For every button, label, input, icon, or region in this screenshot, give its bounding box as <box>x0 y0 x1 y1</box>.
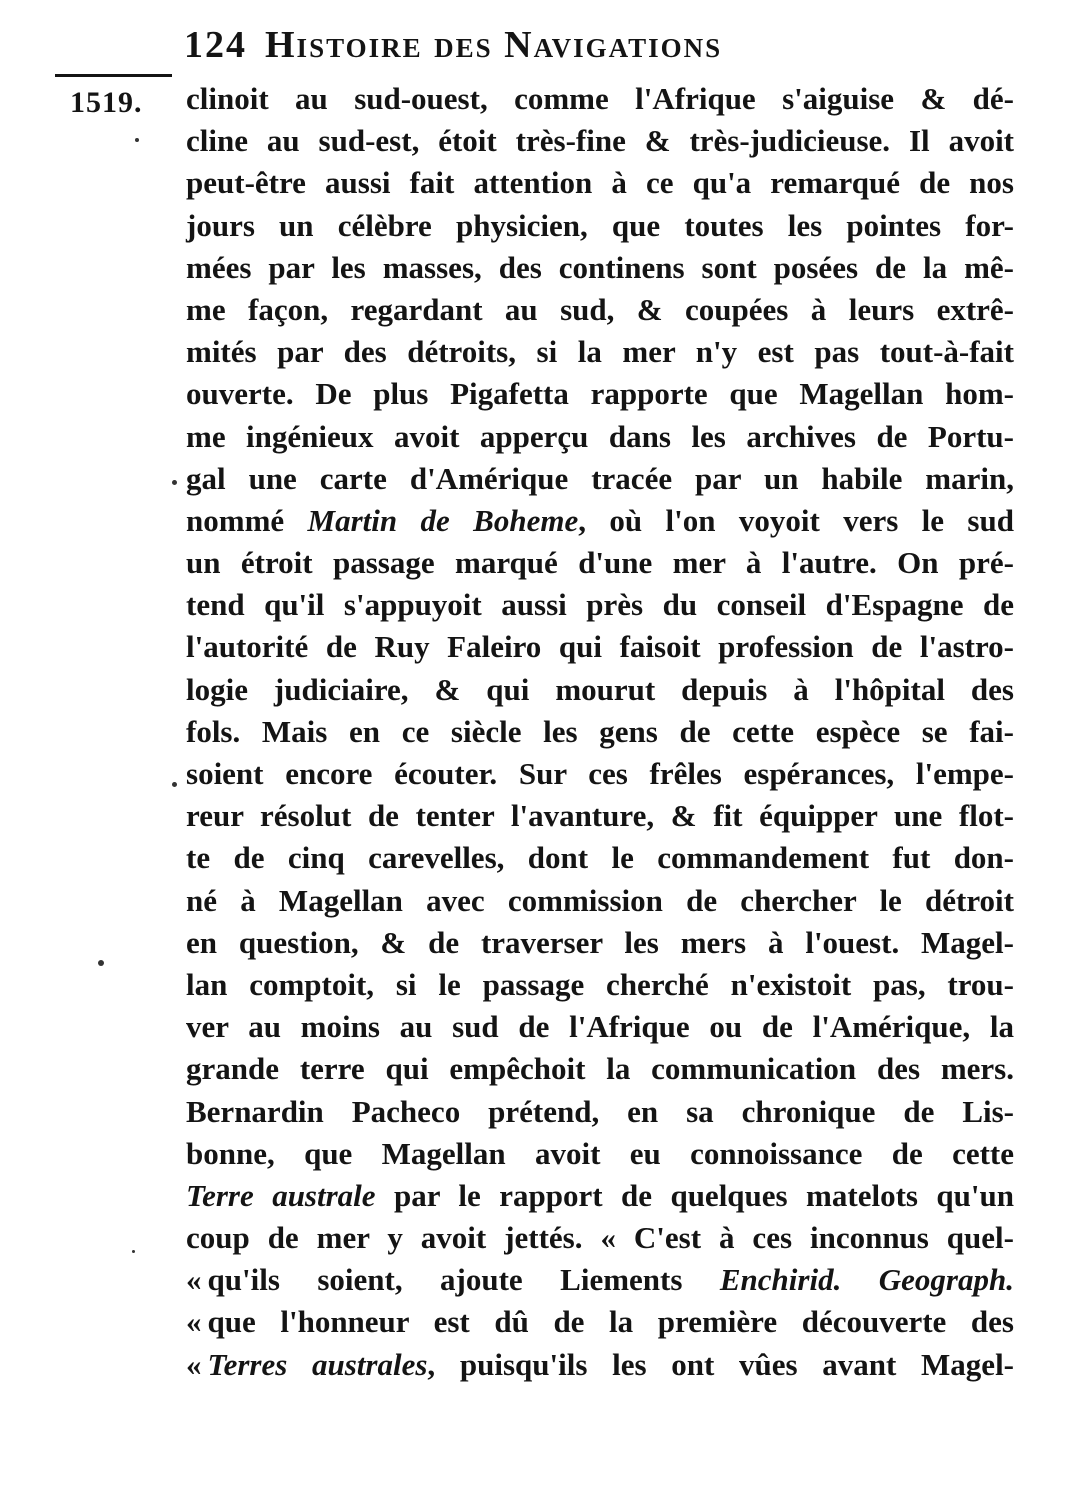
text-line <box>186 922 1014 964</box>
text-line <box>186 120 1014 162</box>
line-text: ouverte. De plus Pigafetta rapporte que Magellan hom- <box>186 376 1014 412</box>
line-text: clinoit au sud-ouest, comme l'Afrique s'aiguise & dé- <box>186 81 1014 116</box>
line-text: mées par les masses, des continens sont posées de la mê- <box>186 249 1014 285</box>
running-title: Histoire des Navigations <box>265 24 723 66</box>
line-text: en question, & de traverser les mers à l'ouest. Magel- <box>186 924 1014 960</box>
text-line <box>186 1344 1014 1386</box>
text-line <box>186 162 1014 204</box>
page-number: 124 <box>184 24 247 66</box>
text-line <box>186 1301 1014 1343</box>
line-text: me façon, regardant au sud, & coupées à leurs extrê- <box>186 291 1014 327</box>
line-text: logie judiciaire, & qui mourut depuis à l'hôpital des <box>186 671 1014 707</box>
line-text: jours un célèbre physicien, que toutes les pointes for- <box>186 207 1014 243</box>
line-text: qu'ils soient, ajoute Liements <box>207 1262 720 1298</box>
text-line <box>186 880 1014 922</box>
text-line <box>186 500 1014 542</box>
line-text: fols. Mais en ce siècle les gens de cette espèce se fai- <box>186 713 1014 749</box>
text-line <box>186 1259 1014 1301</box>
italic-text: Terre australe <box>186 1177 376 1213</box>
text-line <box>186 1217 1014 1259</box>
line-text: , où l'on voyoit vers le sud <box>578 502 1014 538</box>
text-line <box>186 584 1014 626</box>
text-line <box>186 1133 1014 1175</box>
print-speck <box>172 782 177 787</box>
print-speck <box>135 138 139 142</box>
line-text: , puisqu'ils les ont vûes avant Magel- <box>427 1346 1015 1382</box>
text-line <box>186 542 1014 584</box>
line-text: grande terre qui empêchoit la communication des mers. <box>186 1051 1014 1087</box>
quote-mark: « <box>186 1262 202 1298</box>
line-text: ver au moins au sud de l'Afrique ou de l'Amérique, la <box>186 1009 1014 1045</box>
quote-mark: « <box>186 1304 202 1340</box>
line-text: bonne, que Magellan avoit eu connoissance de cette <box>186 1135 1014 1171</box>
line-text: me ingénieux avoit apperçu dans les archives de Portu- <box>186 418 1014 454</box>
line-text: que l'honneur est dû de la première découverte des <box>207 1304 1014 1340</box>
line-text: lan comptoit, si le passage cherché n'existoit pas, trou- <box>186 966 1014 1002</box>
running-head <box>184 22 984 68</box>
print-speck <box>172 480 177 485</box>
text-line <box>186 1006 1014 1048</box>
text-line <box>186 1048 1014 1090</box>
text-line <box>186 331 1014 373</box>
line-text: coup de mer y avoit jettés. « C'est à ces inconnus quel- <box>186 1220 1014 1256</box>
text-line <box>186 458 1014 500</box>
line-text: peut-être aussi fait attention à ce qu'a remarqué de nos <box>186 165 1014 201</box>
text-line <box>186 1175 1014 1217</box>
print-speck <box>132 1250 135 1253</box>
print-speck <box>98 960 104 966</box>
italic-text: Martin de Boheme <box>307 502 579 538</box>
text-line <box>186 964 1014 1006</box>
text-line <box>186 78 1014 120</box>
text-line <box>186 289 1014 331</box>
italic-text: Enchirid. Geograph. <box>719 1262 1014 1298</box>
text-line <box>186 247 1014 289</box>
quote-mark: « <box>186 1346 202 1382</box>
line-text: l'autorité de Ruy Faleiro qui faisoit profession de l'astro- <box>186 629 1014 665</box>
line-text: nommé <box>186 502 308 538</box>
text-line <box>186 837 1014 879</box>
line-text: te de cinq carevelles, dont le commandement fut don- <box>186 840 1014 876</box>
line-text: gal une carte d'Amérique tracée par un habile marin, <box>186 460 1014 496</box>
line-text: reur résolut de tenter l'avanture, & fit équipper une flot- <box>186 798 1014 834</box>
text-line <box>186 795 1014 837</box>
text-line <box>186 711 1014 753</box>
line-text: cline au sud-est, étoit très-fine & très-judicieuse. Il avoit <box>186 123 1014 159</box>
header-rule <box>55 74 172 77</box>
line-text: soient encore écouter. Sur ces frêles espérances, l'empe- <box>186 756 1014 791</box>
text-line <box>186 205 1014 247</box>
margin-year-note: 1519. <box>70 86 143 119</box>
text-line <box>186 669 1014 711</box>
line-text: né à Magellan avec commission de chercher le détroit <box>186 882 1014 918</box>
text-line <box>186 753 1014 795</box>
text-line <box>186 373 1014 415</box>
line-text: mités par des détroits, si la mer n'y est pas tout-à-fait <box>186 334 1014 370</box>
line-text: tend qu'il s'appuyoit aussi près du conseil d'Espagne de <box>186 587 1014 623</box>
line-text: Bernardin Pacheco prétend, en sa chronique de Lis- <box>186 1093 1014 1129</box>
text-line <box>186 1091 1014 1133</box>
text-line <box>186 626 1014 668</box>
text-line <box>186 416 1014 458</box>
body-text <box>186 78 1014 1386</box>
line-text: par le rapport de quelques matelots qu'un <box>375 1177 1014 1213</box>
line-text: un étroit passage marqué d'une mer à l'autre. On pré- <box>186 545 1014 581</box>
italic-text: Terres australes <box>207 1346 428 1382</box>
